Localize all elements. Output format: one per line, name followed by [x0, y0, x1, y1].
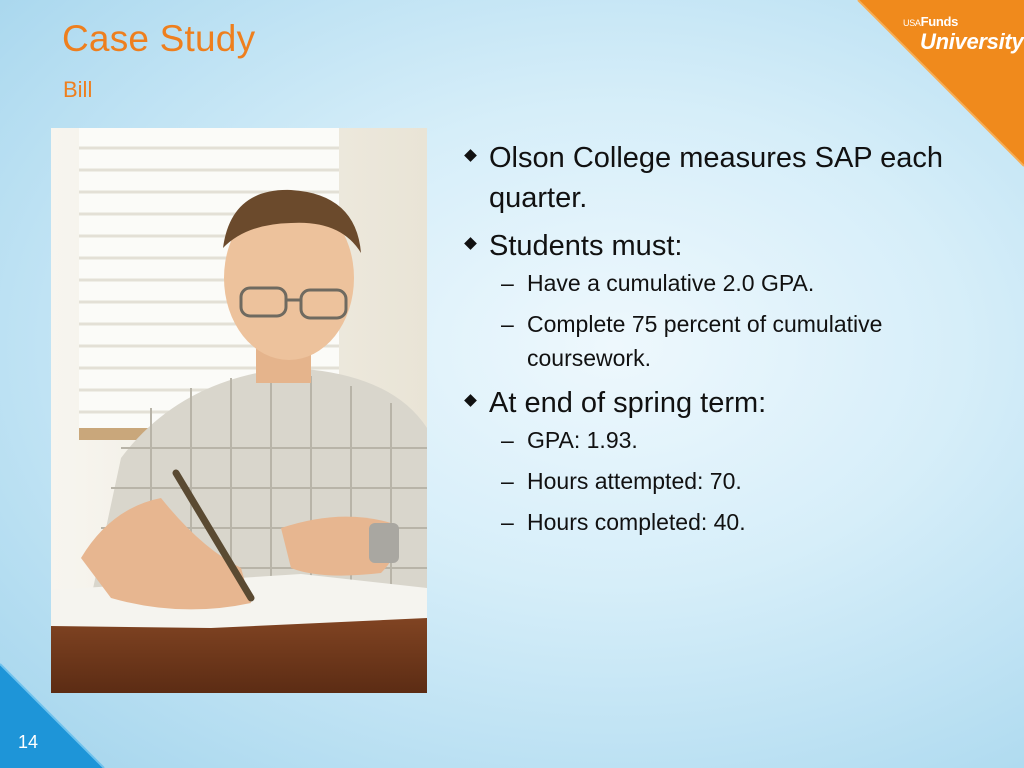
content-body — [462, 138, 962, 547]
sub-item: – GPA: 1.93. — [489, 423, 962, 457]
page-subtitle: Bill — [63, 77, 93, 102]
dash-glyph: – — [501, 270, 514, 296]
sub-item: – Complete 75 percent of cumulative coursework. — [489, 307, 962, 375]
dash-glyph: – — [501, 427, 514, 453]
dash-glyph: – — [501, 311, 514, 337]
bullet-text: Students must: — [489, 230, 683, 262]
student-writing-photo — [51, 128, 427, 693]
bullet-list — [462, 138, 962, 539]
bullet-item-3 — [462, 383, 962, 539]
bullet-text: Olson College measures SAP each quarter. — [489, 142, 944, 214]
dash-glyph: – — [501, 509, 514, 535]
diamond-bullet-icon — [464, 394, 477, 407]
bullet-item-1 — [462, 138, 962, 218]
sub-item: – Have a cumulative 2.0 GPA. — [489, 266, 962, 300]
bullet-text: At end of spring term: — [489, 387, 767, 419]
logo-top-line: USAFunds — [903, 14, 959, 29]
page-title: Case Study — [62, 18, 256, 59]
logo-university: University — [920, 29, 1024, 54]
sub-item: – Hours attempted: 70. — [489, 464, 962, 498]
dash-glyph: – — [501, 468, 514, 494]
sub-item: – Hours completed: 40. — [489, 505, 962, 539]
bullet-item-2 — [462, 226, 962, 375]
sub-list — [489, 266, 962, 375]
page-number: 14 — [18, 732, 39, 752]
sub-list — [489, 423, 962, 539]
diamond-bullet-icon — [464, 149, 477, 162]
diamond-bullet-icon — [464, 237, 477, 250]
